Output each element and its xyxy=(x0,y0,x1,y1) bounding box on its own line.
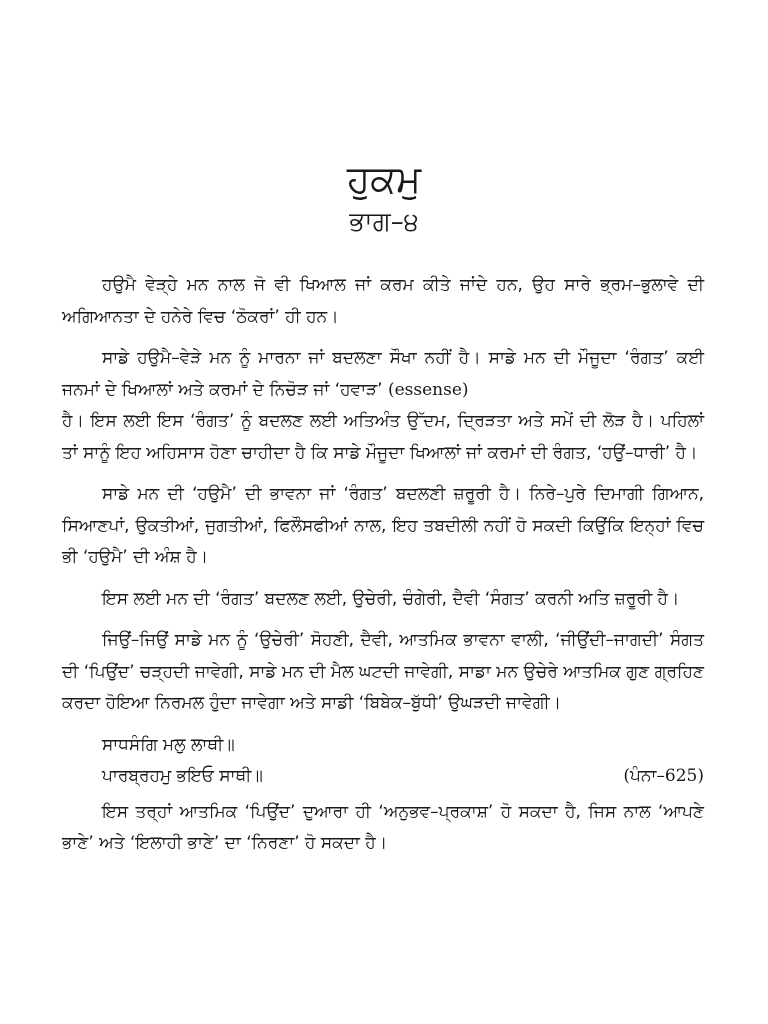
paragraph xyxy=(62,343,704,406)
closing-paragraph: ਇਸ ਤਰ੍ਹਾਂ ਆਤਮਿਕ ‘ਪਿਉਂਦ’ ਦੁਆਰਾ ਹੀ ‘ਅਨੁਭਵ–ਪ੍ਰਕਾਸ਼’ ਹੋ ਸਕਦਾ ਹੈ, ਜਿਸ ਨਾਲ ‘ਆਪਣੇ ਭਾਣੇ’ ਅਤੇ ‘ਇਲਾਹੀ ਭਾਣੇ’ ਦਾ ‘ਨਿਰਣਾ’ ਹੋ ਸਕਦਾ ਹੈ। xyxy=(62,801,704,853)
paragraph: ਹਉਮੈ ਵੇੜ੍ਹੇ ਮਨ ਨਾਲ ਜੋ ਵੀ ਖਿਆਲ ਜਾਂ ਕਰਮ ਕੀਤੇ ਜਾਂਦੇ ਹਨ, ਉਹ ਸਾਰੇ ਭ੍ਰਮ–ਭੁਲਾਵੇ ਦੀ ਅਗਿਆਨਤਾ ਦੇ ਹਨੇਰੇ ਵਿਚ ‘ਠੋਕਰਾਂ’ ਹੀ ਹਨ। xyxy=(62,275,704,327)
paragraph: ਜਿਉਂ–ਜਿਉਂ ਸਾਡੇ ਮਨ ਨੂੰ ‘ਉਚੇਰੀ’ ਸੋਹਣੀ, ਦੈਵੀ, ਆਤਮਿਕ ਭਾਵਨਾ ਵਾਲੀ, ‘ਜੀਉਂਦੀ–ਜਾਗਦੀ’ ਸੰਗਤ ਦੀ ‘ਪਿਉਂਦ’ ਚੜ੍ਹਦੀ ਜਾਵੇਗੀ, ਸਾਡੇ ਮਨ ਦੀ ਮੈਲ ਘਟਦੀ ਜਾਵੇਗੀ, ਸਾਡਾ ਮਨ ਉਚੇਰੇ ਆਤਮਿਕ ਗੁਣ ਗ੍ਰਹਿਣ ਕਰਦਾ ਹੋਇਆ ਨਿਰਮਲ ਹੁੰਦਾ ਜਾਵੇਗਾ ਅਤੇ ਸਾਡੀ ‘ਬਿਬੇਕ–ਬੁੱਧੀ’ ਉਘੜਦੀ ਜਾਵੇਗੀ। xyxy=(62,630,704,713)
scripture-verse xyxy=(102,730,704,793)
paragraph: ਹੈ। ਇਸ ਲਈ ਇਸ ‘ਰੰਗਤ’ ਨੂੰ ਬਦਲਣ ਲਈ ਅਤਿਅੰਤ ਉੱਦਮ, ਦ੍ਰਿੜਤਾ ਅਤੇ ਸਮੇਂ ਦੀ ਲੋੜ ਹੈ। ਪਹਿਲਾਂ ਤਾਂ ਸਾਨੂੰ ਇਹ ਅਹਿਸਾਸ ਹੋਣਾ ਚਾਹੀਦਾ ਹੈ ਕਿ ਸਾਡੇ ਮੌਜੂਦਾ ਖਿਆਲਾਂ ਜਾਂ ਕਰਮਾਂ ਦੀ ਰੰਗਤ, ‘ਹਉਂ–ਧਾਰੀ’ ਹੈ। xyxy=(62,411,704,463)
verse-row xyxy=(102,761,704,793)
latin-term: (essense) xyxy=(387,379,469,400)
paragraph-text: ਸਾਡੇ ਹਉਮੈ–ਵੇੜੇ ਮਨ ਨੂੰ ਮਾਰਨਾ ਜਾਂ ਬਦਲਣਾ ਸੌਖਾ ਨਹੀਂ ਹੈ। ਸਾਡੇ ਮਨ ਦੀ ਮੌਜੂਦਾ ‘ਰੰਗਤ’ ਕਈ ਜਨਮਾਂ ਦੇ ਖਿਆਲਾਂ ਅਤੇ ਕਰਮਾਂ ਦੇ ਨਿਚੋੜ ਜਾਂ ‘ਹਵਾੜ’ xyxy=(62,348,704,400)
page-title: ਹੁਕਮੁ xyxy=(346,157,422,201)
page-subtitle: ਭਾਗ–੪ xyxy=(349,207,419,237)
verse-line: ਪਾਰਬ੍ਰਹਮੁ ਭਇਓ ਸਾਥੀ॥ xyxy=(102,766,263,786)
paragraph: ਇਸ ਲਈ ਮਨ ਦੀ ‘ਰੰਗਤ’ ਬਦਲਣ ਲਈ, ਉਚੇਰੀ, ਚੰਗੇਰੀ, ਦੈਵੀ ‘ਸੰਗਤ’ ਕਰਨੀ ਅਤਿ ਜ਼ਰੂਰੀ ਹੈ। xyxy=(102,588,680,609)
document-body xyxy=(62,270,704,870)
page-reference: (ਪੰਨਾ–625) xyxy=(623,766,704,786)
paragraph: ਸਾਡੇ ਮਨ ਦੀ ‘ਹਉਮੈ’ ਦੀ ਭਾਵਨਾ ਜਾਂ ‘ਰੰਗਤ’ ਬਦਲਣੀ ਜ਼ਰੂਰੀ ਹੈ। ਨਿਰੇ–ਪੁਰੇ ਦਿਮਾਗੀ ਗਿਆਨ, ਸਿਆਣਪਾਂ, ਉਕਤੀਆਂ, ਜੁਗਤੀਆਂ, ਫਿਲੌਸਫੀਆਂ ਨਾਲ, ਇਹ ਤਬਦੀਲੀ ਨਹੀਂ ਹੋ ਸਕਦੀ ਕਿਉਂਕਿ ਇਨ੍ਹਾਂ ਵਿਚ ਭੀ ‘ਹਉਮੈ’ ਦੀ ਅੰਸ਼ ਹੈ। xyxy=(62,484,704,567)
verse-line: ਸਾਧਸੰਗਿ ਮਲੁ ਲਾਥੀ॥ xyxy=(102,734,235,755)
